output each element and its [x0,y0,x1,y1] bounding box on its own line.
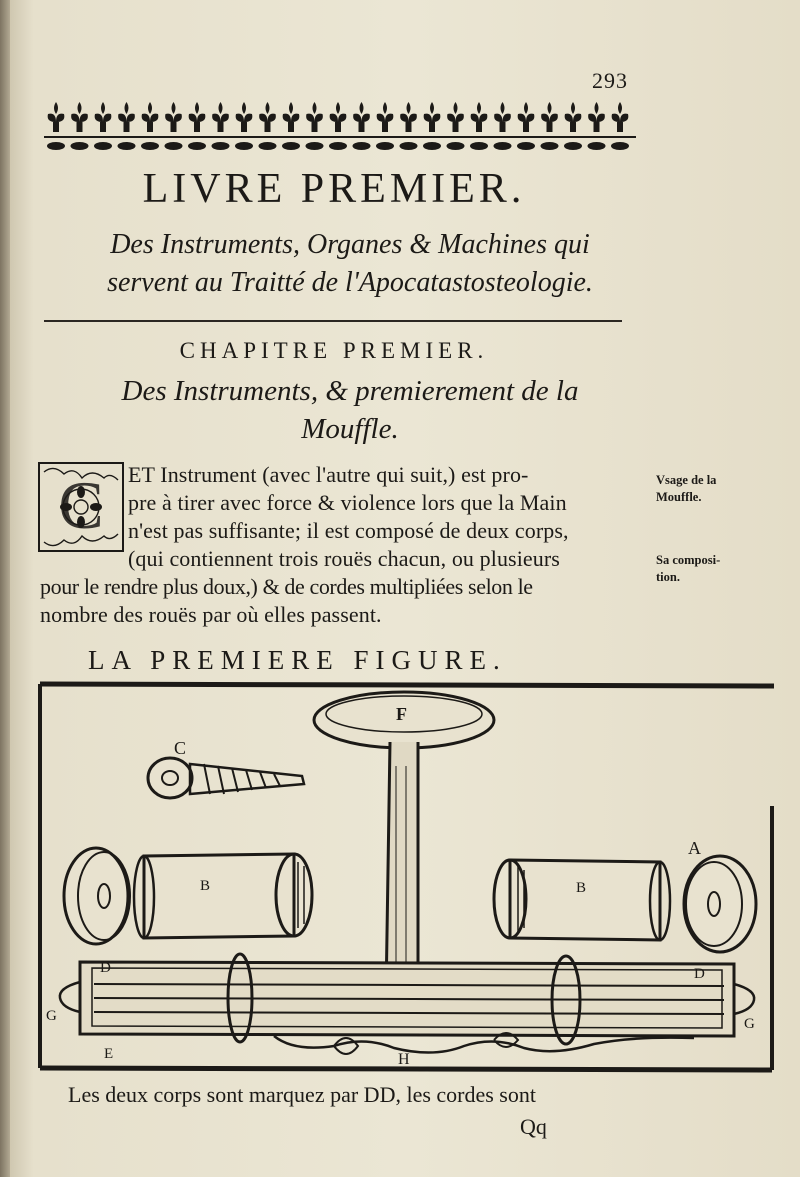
body-line: n'est pas suffisante; il est composé de deux corps, [128,518,569,543]
figure-label-h: H [398,1051,410,1068]
fleuron-glyph [283,102,300,132]
fleuron-glyph [518,102,535,132]
fleuron-glyph [71,102,88,132]
fleuron-glyph [494,102,511,132]
margin-note-line: Sa composi- [656,553,721,567]
margin-note-composition [656,552,720,586]
catchword: Qq [520,1114,547,1139]
fleuron-link [94,142,112,150]
fleuron-glyph [48,102,65,132]
fleuron-link [212,142,230,150]
fleuron-link [118,142,136,150]
figure-label-a: A [688,838,701,858]
chapter-subtitle-line: Mouffle. [301,413,399,445]
fleuron-link [564,142,582,150]
margin-note-usage [656,472,716,506]
fleuron-link [517,142,535,150]
fleuron-link [188,142,206,150]
fleuron-glyph [142,102,159,132]
figure-label-e: E [104,1046,114,1062]
fleuron-link [611,142,629,150]
fleuron-glyph [377,102,394,132]
book-subtitle [40,226,660,302]
fleuron-link [259,142,277,150]
fleuron-link [400,142,418,150]
fleuron-glyph [306,102,323,132]
body-line: pre à tirer avec force & violence lors que la Main [128,490,567,515]
margin-note-line: Vsage de la [656,473,717,487]
body-line: pour le rendre plus doux,) & de cordes multipliées selon le [40,574,533,599]
fleuron-link [541,142,559,150]
figure-caption: LA PREMIERE FIGURE. [88,645,507,675]
body-line: ET Instrument (avec l'autre qui suit,) est pro- [128,462,529,487]
margin-note-line: tion. [656,570,680,584]
body-line: (qui contiennent trois rouës chacun, ou plusieurs [128,546,560,571]
fleuron-glyph [95,102,112,132]
fleuron-link [376,142,394,150]
figure-label-f: F [396,704,407,724]
fleuron-glyph [612,102,629,132]
margin-note-line: Mouffle. [656,490,702,504]
fleuron-link [470,142,488,150]
figure-label-g-left: G [46,1008,57,1024]
body-line: Les deux corps sont marquez par DD, les cordes sont [68,1082,536,1107]
fleuron-link [141,142,159,150]
subtitle-line: Des Instruments, Organes & Machines qui [110,229,590,260]
fleuron-link [329,142,347,150]
fleuron-link [71,142,89,150]
fleuron-glyph [330,102,347,132]
figure-label-c: C [174,738,187,758]
fleuron-link [282,142,300,150]
fleuron-glyph [353,102,370,132]
fleuron-glyph [236,102,253,132]
fleuron-glyph [212,102,229,132]
fleuron-glyph [165,102,182,132]
fleuron-glyph [471,102,488,132]
fleuron-glyph [259,102,276,132]
fleuron-glyph [189,102,206,132]
fleuron-link [447,142,465,150]
fleuron-glyph [400,102,417,132]
subtitle-line: servent au Traitté de l'Apocatastosteologie. [107,267,593,298]
fleuron-link [423,142,441,150]
fleuron-glyph [447,102,464,132]
fleuron-glyph [565,102,582,132]
figure-label-b-right: B [576,880,587,896]
figure-label-b-left: B [200,878,211,894]
fleuron-glyph [588,102,605,132]
fleuron-link [47,142,65,150]
fleuron-glyph [541,102,558,132]
fleuron-glyph [424,102,441,132]
fleuron-link [494,142,512,150]
figure-label-g-right: G [744,1016,755,1032]
decorated-drop-cap [38,462,124,552]
book-title: LIVRE PREMIER. [142,166,526,212]
fleuron-ornament-band [44,98,636,156]
fleuron-link [165,142,183,150]
fleuron-glyph [118,102,135,132]
drop-cap-letter: C [58,467,104,543]
figure-label-d-right: D [694,966,705,982]
body-line: nombre des rouës par où elles passent. [40,602,382,627]
fleuron-link [588,142,606,150]
figure-label-d-left: D [100,960,111,976]
chapter-subtitle-line: Des Instruments, & premierement de la [121,375,579,407]
pulley-woodcut-illustration [34,676,780,1086]
fleuron-link [306,142,324,150]
chapter-heading: CHAPITRE PREMIER. [179,338,489,363]
chapter-subtitle [40,372,660,448]
fleuron-link [353,142,371,150]
page-number: 293 [592,68,628,93]
horizontal-rule [44,320,622,322]
fleuron-link [235,142,253,150]
